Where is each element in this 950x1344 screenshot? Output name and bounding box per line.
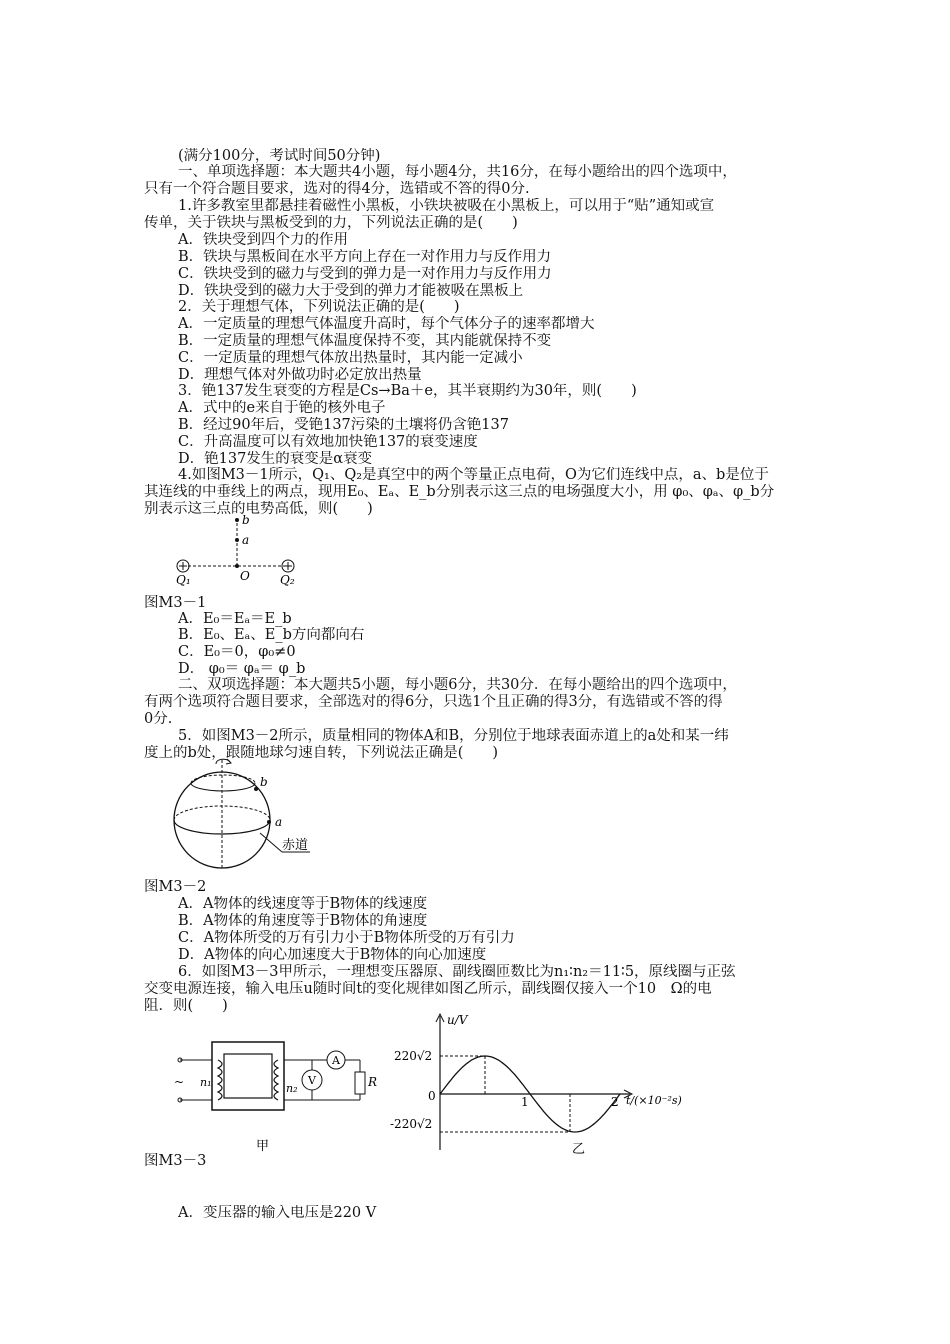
primary-coil-icon <box>218 1060 222 1100</box>
label-b: b <box>242 513 250 527</box>
q2-option-c: C．一定质量的理想气体放出热量时，其内能一定减小 <box>178 350 523 366</box>
transformer-core-icon <box>212 1042 284 1110</box>
q5-option-b: B．A物体的角速度等于B物体的角速度 <box>178 913 428 929</box>
label-q1: Q₁ <box>176 573 191 587</box>
figure-m3-1-charges <box>170 512 310 592</box>
q1-option-a: A．铁块受到四个力的作用 <box>178 232 348 248</box>
q1-stem: 1.许多教室里都悬挂着磁性小黑板，小铁块被吸在小黑板上，可以用于“贴”通知或宣 <box>178 198 715 214</box>
label-n1: n₁ <box>200 1076 212 1089</box>
q1-stem-2: 传单，关于铁块与黑板受到的力，下列说法正确的是( ) <box>144 215 518 231</box>
label-o: O <box>240 569 250 583</box>
q5-option-a: A．A物体的线速度等于B物体的线速度 <box>178 896 428 912</box>
q5-option-d: D．A物体的向心加速度大于B物体的向心加速度 <box>178 947 487 963</box>
q4-option-b: B．E₀、Eₐ、E_b方向都向右 <box>178 627 365 643</box>
label-b: b <box>260 775 268 789</box>
figure-m3-3-circuit <box>172 1040 382 1160</box>
label-q2: Q₂ <box>280 573 295 587</box>
q5-figure-caption: 图M3－2 <box>144 879 207 895</box>
secondary-coil-icon <box>274 1060 278 1100</box>
y-tick-label: 220√2 <box>394 1049 433 1063</box>
q4-stem-3: 别表示这三点的电势高低，则( ) <box>144 501 373 517</box>
q2-option-a: A．一定质量的理想气体温度升高时，每个气体分子的速率都增大 <box>178 316 595 332</box>
q1-option-d: D．铁块受到的磁力大于受到的弹力才能被吸在黑板上 <box>178 283 524 299</box>
section2-title: 二、双项选择题：本大题共5小题，每小题6分，共30分．在每小题给出的四个选项中， <box>178 677 737 693</box>
y-axis-label: u/V <box>447 1013 468 1027</box>
section2-title-3: 0分. <box>144 711 173 727</box>
charge-q1-icon <box>177 560 189 572</box>
x-tick-label: 1 <box>521 1095 529 1109</box>
q4-stem-2: 其连线的中垂线上的两点，现用E₀、Eₐ、E_b分别表示这三点的电场强度大小，用 φ₀、φₐ、φ_b分 <box>144 484 775 500</box>
q6-stem-2: 交变电源连接，输入电压u随时间t的变化规律如图乙所示，副线圈仅接入一个10 Ω的电 <box>144 981 712 997</box>
q4-figure-caption: 图M3－1 <box>144 595 207 611</box>
q5-stem-2: 度上的b处，跟随地球匀速自转，下列说法正确是( ) <box>144 745 499 761</box>
q6-stem: 6．如图M3－3甲所示，一理想变压器原、副线圈匝数比为n₁∶n₂＝11∶5，原线圈与正弦 <box>178 964 736 980</box>
y-tick-label: -220√2 <box>390 1117 433 1131</box>
label-r: R <box>368 1075 378 1089</box>
q3-option-d: D．铯137发生的衰变是α衰变 <box>178 451 373 467</box>
label-a: A <box>332 1054 340 1067</box>
label-jia: 甲 <box>256 1139 270 1154</box>
label-equator: 赤道 <box>282 838 309 853</box>
figure-m3-2-earth <box>170 756 320 881</box>
q4-option-c: C．E₀＝0，φ₀≠0 <box>178 644 296 660</box>
x-axis-label: t/(×10⁻²s) <box>626 1094 682 1107</box>
q5-stem: 5．如图M3－2所示，质量相同的物体A和B，分别位于地球表面赤道上的a处和某一纬 <box>178 728 729 744</box>
section1-title: 一、单项选择题：本大题共4小题，每小题4分，共16分，在每小题给出的四个选项中， <box>178 164 737 180</box>
section1-title-2: 只有一个符合题目要求，选对的得4分，选错或不答的得0分. <box>144 181 530 197</box>
q3-option-c: C．升高温度可以有效地加快铯137的衰变速度 <box>178 434 478 450</box>
ac-source-icon: ~ <box>174 1075 185 1089</box>
q2-option-b: B．一定质量的理想气体温度保持不变，其内能就保持不变 <box>178 333 552 349</box>
q4-stem: 4.如图M3－1所示，Q₁、Q₂是真空中的两个等量正点电荷，O为它们连线中点，a、b是位于 <box>178 467 769 483</box>
label-n2: n₂ <box>286 1082 298 1095</box>
label-v: V <box>308 1074 316 1087</box>
q6-stem-3: 阻．则( ) <box>144 998 228 1014</box>
figure-m3-3-voltage-chart <box>362 1010 702 1155</box>
label-yi: 乙 <box>572 1142 586 1155</box>
label-a: a <box>242 533 250 547</box>
q1-option-b: B．铁块与黑板间在水平方向上存在一对作用力与反作用力 <box>178 249 552 265</box>
q3-stem: 3．铯137发生衰变的方程是Cs→Ba＋e，其半衰期约为30年，则( ) <box>178 383 637 399</box>
q6-option-a: A．变压器的输入电压是220 V <box>178 1205 377 1221</box>
x-tick-label: 2 <box>611 1095 619 1109</box>
q2-stem: 2．关于理想气体，下列说法正确的是( ) <box>178 299 460 315</box>
q4-option-d: D． φ₀＝ φₐ＝ φ_b <box>178 661 306 677</box>
label-a: a <box>275 815 283 829</box>
q5-option-c: C．A物体所受的万有引力小于B物体所受的万有引力 <box>178 930 515 946</box>
q3-option-b: B．经过90年后，受铯137污染的土壤将仍含铯137 <box>178 417 509 433</box>
q1-option-c: C．铁块受到的磁力与受到的弹力是一对作用力与反作用力 <box>178 266 552 282</box>
q2-option-d: D．理想气体对外做功时必定放出热量 <box>178 367 422 383</box>
q6-figure-caption: 图M3－3 <box>144 1153 207 1169</box>
y-tick-label: 0 <box>428 1089 436 1103</box>
exam-header: (满分100分，考试时间50分钟) <box>178 148 381 164</box>
q4-option-a: A．E₀＝Eₐ＝E_b <box>178 611 292 627</box>
section2-title-2: 有两个选项符合题目要求，全部选对的得6分，只选1个且正确的得3分，有选错或不答的得 <box>144 694 723 710</box>
q3-option-a: A．式中的e来自于铯的核外电子 <box>178 400 386 416</box>
